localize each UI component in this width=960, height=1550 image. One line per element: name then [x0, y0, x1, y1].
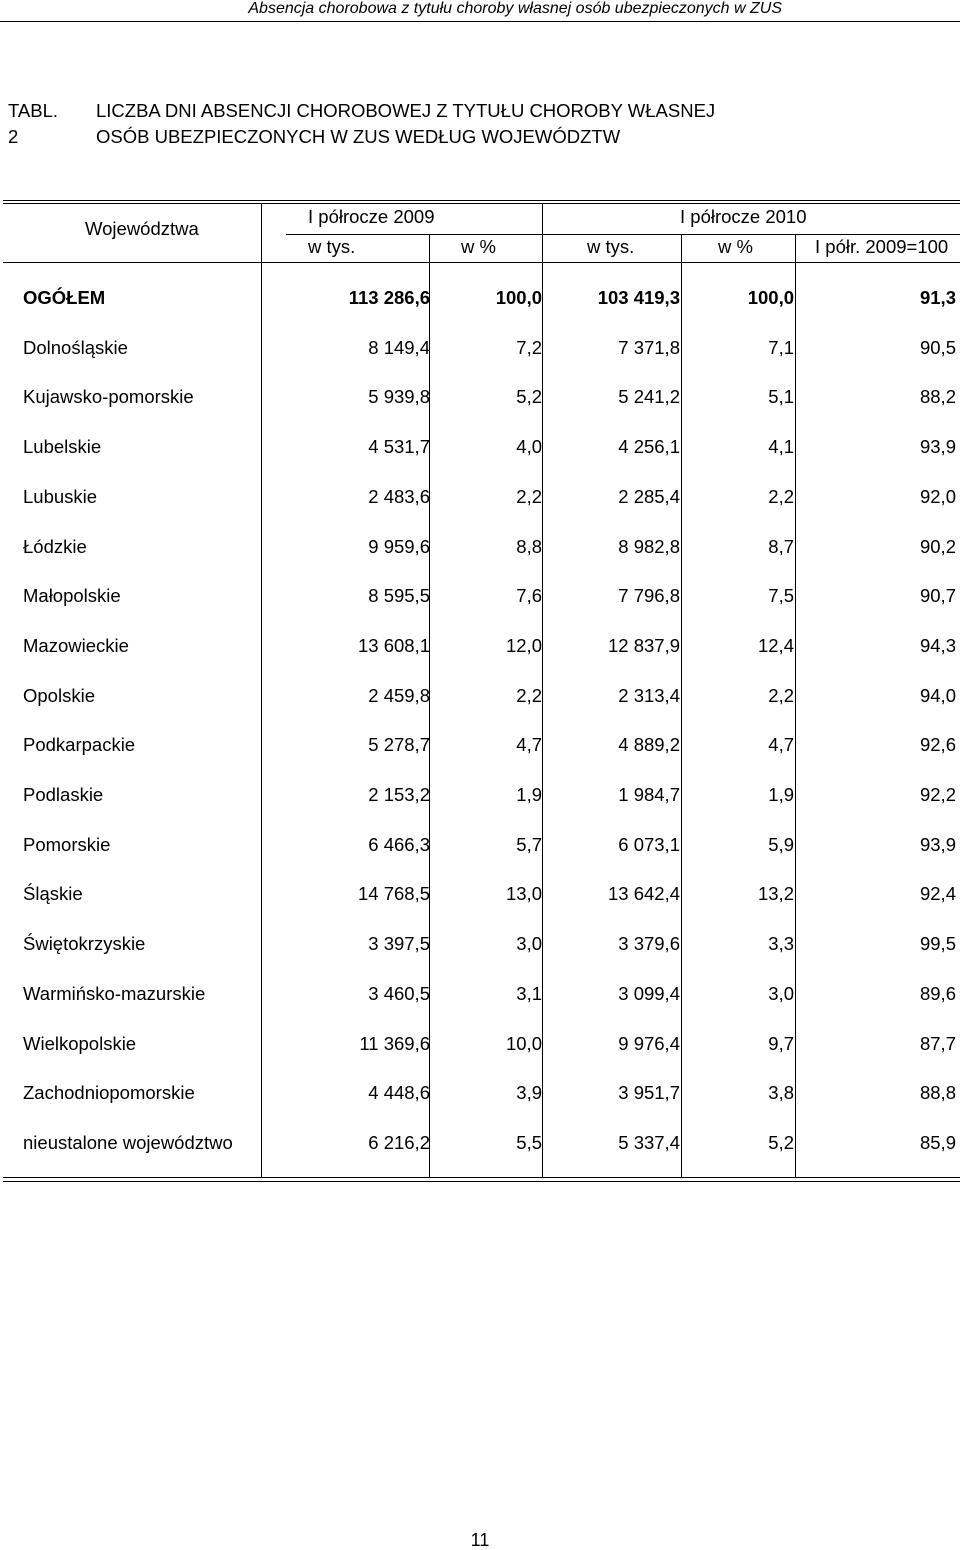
value-cell-t2009: 2 153,2 [368, 784, 430, 805]
value-cell-p2010: 7,5 [768, 585, 794, 606]
table-row [3, 633, 960, 659]
table-row [3, 881, 960, 907]
value-cell-index: 92,4 [919, 883, 956, 904]
region-name-cell: OGÓŁEM [23, 287, 106, 308]
value-cell-p2009: 2,2 [516, 685, 542, 706]
table-row-total [3, 285, 960, 311]
value-cell-t2009: 9 959,6 [368, 536, 430, 557]
value-cell-t2009: 6 216,2 [368, 1132, 430, 1153]
table-row [3, 732, 960, 758]
region-name-cell: Podkarpackie [23, 734, 136, 755]
header-thousands-2009: w tys. [308, 236, 356, 257]
value-cell-index: 90,2 [919, 536, 956, 557]
header-group-rule [286, 234, 960, 235]
table-row [3, 832, 960, 858]
value-cell-t2010: 2 313,4 [618, 685, 680, 706]
value-cell-p2009: 7,2 [516, 337, 542, 358]
table-title-line-2: OSÓB UBEZPIECZONYCH W ZUS WEDŁUG WOJEWÓDZTW [96, 126, 621, 147]
header-group-2010: I półrocze 2010 [680, 206, 807, 227]
region-name-cell: Małopolskie [23, 585, 121, 606]
value-cell-t2009: 8 595,5 [368, 585, 430, 606]
value-cell-p2010: 8,7 [768, 536, 794, 557]
value-cell-p2009: 3,9 [516, 1082, 542, 1103]
header-percent-2009: w % [461, 236, 496, 257]
value-cell-p2009: 10,0 [505, 1033, 542, 1054]
value-cell-t2009: 3 460,5 [368, 983, 430, 1004]
value-cell-index: 90,7 [919, 585, 956, 606]
value-cell-p2009: 3,0 [516, 933, 542, 954]
header-percent-2010: w % [718, 236, 753, 257]
header-thousands-2010: w tys. [587, 236, 635, 257]
value-cell-t2009: 8 149,4 [368, 337, 430, 358]
table-row [3, 683, 960, 709]
value-cell-p2009: 2,2 [516, 486, 542, 507]
value-cell-t2009: 11 369,6 [359, 1033, 430, 1054]
region-name-cell: Warmińsko-mazurskie [23, 983, 206, 1004]
region-name-cell: Dolnośląskie [23, 337, 128, 358]
value-cell-t2009: 3 397,5 [368, 933, 430, 954]
value-cell-t2010: 7 796,8 [618, 585, 680, 606]
value-cell-index: 87,7 [919, 1033, 956, 1054]
table-top-rule [3, 200, 960, 201]
value-cell-t2010: 8 982,8 [618, 536, 680, 557]
table-row [3, 931, 960, 957]
value-cell-p2010: 4,7 [768, 734, 794, 755]
value-cell-p2010: 5,2 [768, 1132, 794, 1153]
region-name-cell: Świętokrzyskie [23, 933, 146, 954]
value-cell-t2010: 1 984,7 [618, 784, 680, 805]
value-cell-index: 88,8 [919, 1082, 956, 1103]
running-header [0, 0, 960, 22]
value-cell-p2010: 4,1 [768, 436, 794, 457]
value-cell-index: 99,5 [919, 933, 956, 954]
table-row [3, 1031, 960, 1057]
table-row [3, 782, 960, 808]
region-name-cell: Kujawsko-pomorskie [23, 386, 194, 407]
data-table [3, 200, 960, 1185]
value-cell-t2010: 3 951,7 [618, 1082, 680, 1103]
value-cell-t2009: 4 531,7 [368, 436, 430, 457]
region-name-cell: Pomorskie [23, 834, 111, 855]
value-cell-index: 92,6 [919, 734, 956, 755]
value-cell-index: 94,3 [919, 635, 956, 656]
value-cell-t2010: 103 419,3 [597, 287, 680, 308]
value-cell-t2010: 2 285,4 [618, 486, 680, 507]
value-cell-index: 93,9 [919, 436, 956, 457]
value-cell-p2010: 3,8 [768, 1082, 794, 1103]
table-row [3, 384, 960, 410]
value-cell-p2009: 4,7 [516, 734, 542, 755]
value-cell-t2009: 2 459,8 [368, 685, 430, 706]
header-region: Województwa [85, 218, 199, 239]
value-cell-t2009: 6 466,3 [368, 834, 430, 855]
region-name-cell: Śląskie [23, 883, 83, 904]
table-title-line-1: LICZBA DNI ABSENCJI CHOROBOWEJ Z TYTUŁU CHOROBY WŁASNEJ [96, 100, 716, 121]
region-name-cell: Opolskie [23, 685, 95, 706]
value-cell-index: 85,9 [919, 1132, 956, 1153]
value-cell-p2009: 5,2 [516, 386, 542, 407]
value-cell-t2009: 2 483,6 [368, 486, 430, 507]
table-row [3, 1130, 960, 1156]
table-row [3, 434, 960, 460]
table-row [3, 335, 960, 361]
value-cell-t2010: 7 371,8 [618, 337, 680, 358]
value-cell-p2009: 4,0 [516, 436, 542, 457]
value-cell-t2009: 5 278,7 [368, 734, 430, 755]
value-cell-index: 90,5 [919, 337, 956, 358]
value-cell-t2009: 5 939,8 [368, 386, 430, 407]
value-cell-index: 91,3 [919, 287, 956, 308]
table-label: TABL. 2 [8, 100, 59, 147]
header-group-2009: I półrocze 2009 [308, 206, 435, 227]
value-cell-t2009: 13 608,1 [357, 635, 430, 656]
value-cell-p2010: 5,9 [768, 834, 794, 855]
value-cell-t2009: 4 448,6 [368, 1082, 430, 1103]
value-cell-p2010: 3,0 [768, 983, 794, 1004]
value-cell-p2010: 1,9 [768, 784, 794, 805]
table-top-rule-inner [3, 203, 960, 204]
value-cell-p2010: 9,7 [768, 1033, 794, 1054]
value-cell-t2010: 4 256,1 [618, 436, 680, 457]
region-name-cell: Podlaskie [23, 784, 104, 805]
value-cell-index: 94,0 [919, 685, 956, 706]
value-cell-p2009: 7,6 [516, 585, 542, 606]
value-cell-t2010: 3 379,6 [618, 933, 680, 954]
header-index: I półr. 2009=100 [815, 236, 949, 257]
value-cell-p2009: 13,0 [505, 883, 542, 904]
value-cell-index: 93,9 [919, 834, 956, 855]
region-name-cell: Wielkopolskie [23, 1033, 137, 1054]
value-cell-p2010: 5,1 [768, 386, 794, 407]
value-cell-t2010: 3 099,4 [618, 983, 680, 1004]
region-name-cell: Zachodniopomorskie [23, 1082, 195, 1103]
table-row [3, 1080, 960, 1106]
value-cell-index: 92,2 [919, 784, 956, 805]
value-cell-t2010: 5 241,2 [618, 386, 680, 407]
value-cell-t2010: 6 073,1 [618, 834, 680, 855]
table-row [3, 981, 960, 1007]
value-cell-p2009: 5,7 [516, 834, 542, 855]
region-name-cell: Lubuskie [23, 486, 98, 507]
value-cell-p2010: 3,3 [768, 933, 794, 954]
page-number: 11 [470, 1530, 490, 1550]
value-cell-p2010: 12,4 [757, 635, 794, 656]
table-bottom-rule-inner [3, 1181, 960, 1182]
value-cell-t2009: 113 286,6 [348, 287, 430, 308]
region-name-cell: Lubelskie [23, 436, 102, 457]
value-cell-index: 88,2 [919, 386, 956, 407]
region-name-cell: nieustalone województwo [23, 1132, 233, 1153]
value-cell-p2010: 100,0 [747, 287, 794, 308]
value-cell-t2010: 4 889,2 [618, 734, 680, 755]
value-cell-t2010: 12 837,9 [607, 635, 680, 656]
region-name-cell: Łódzkie [23, 536, 87, 557]
value-cell-p2010: 2,2 [768, 685, 794, 706]
value-cell-p2009: 5,5 [516, 1132, 542, 1153]
region-name-cell: Mazowieckie [23, 635, 129, 656]
value-cell-p2009: 8,8 [516, 536, 542, 557]
header-bottom-rule [3, 262, 960, 263]
value-cell-p2009: 12,0 [505, 635, 542, 656]
value-cell-p2010: 2,2 [768, 486, 794, 507]
value-cell-t2010: 9 976,4 [618, 1033, 680, 1054]
running-header-text: Absencja chorobowa z tytułu choroby własnej osób ubezpieczonych w ZUS [248, 0, 782, 17]
value-cell-t2009: 14 768,5 [357, 883, 430, 904]
table-row [3, 534, 960, 560]
value-cell-t2010: 5 337,4 [618, 1132, 680, 1153]
value-cell-index: 92,0 [919, 486, 956, 507]
value-cell-p2009: 100,0 [495, 287, 542, 308]
value-cell-p2009: 3,1 [516, 983, 542, 1004]
value-cell-p2009: 1,9 [516, 784, 542, 805]
table-bottom-rule [3, 1177, 960, 1178]
table-row [3, 484, 960, 510]
running-header-rule [0, 21, 960, 22]
value-cell-index: 89,6 [919, 983, 956, 1004]
value-cell-p2010: 7,1 [768, 337, 794, 358]
value-cell-p2010: 13,2 [757, 883, 794, 904]
value-cell-t2010: 13 642,4 [607, 883, 680, 904]
table-row [3, 583, 960, 609]
